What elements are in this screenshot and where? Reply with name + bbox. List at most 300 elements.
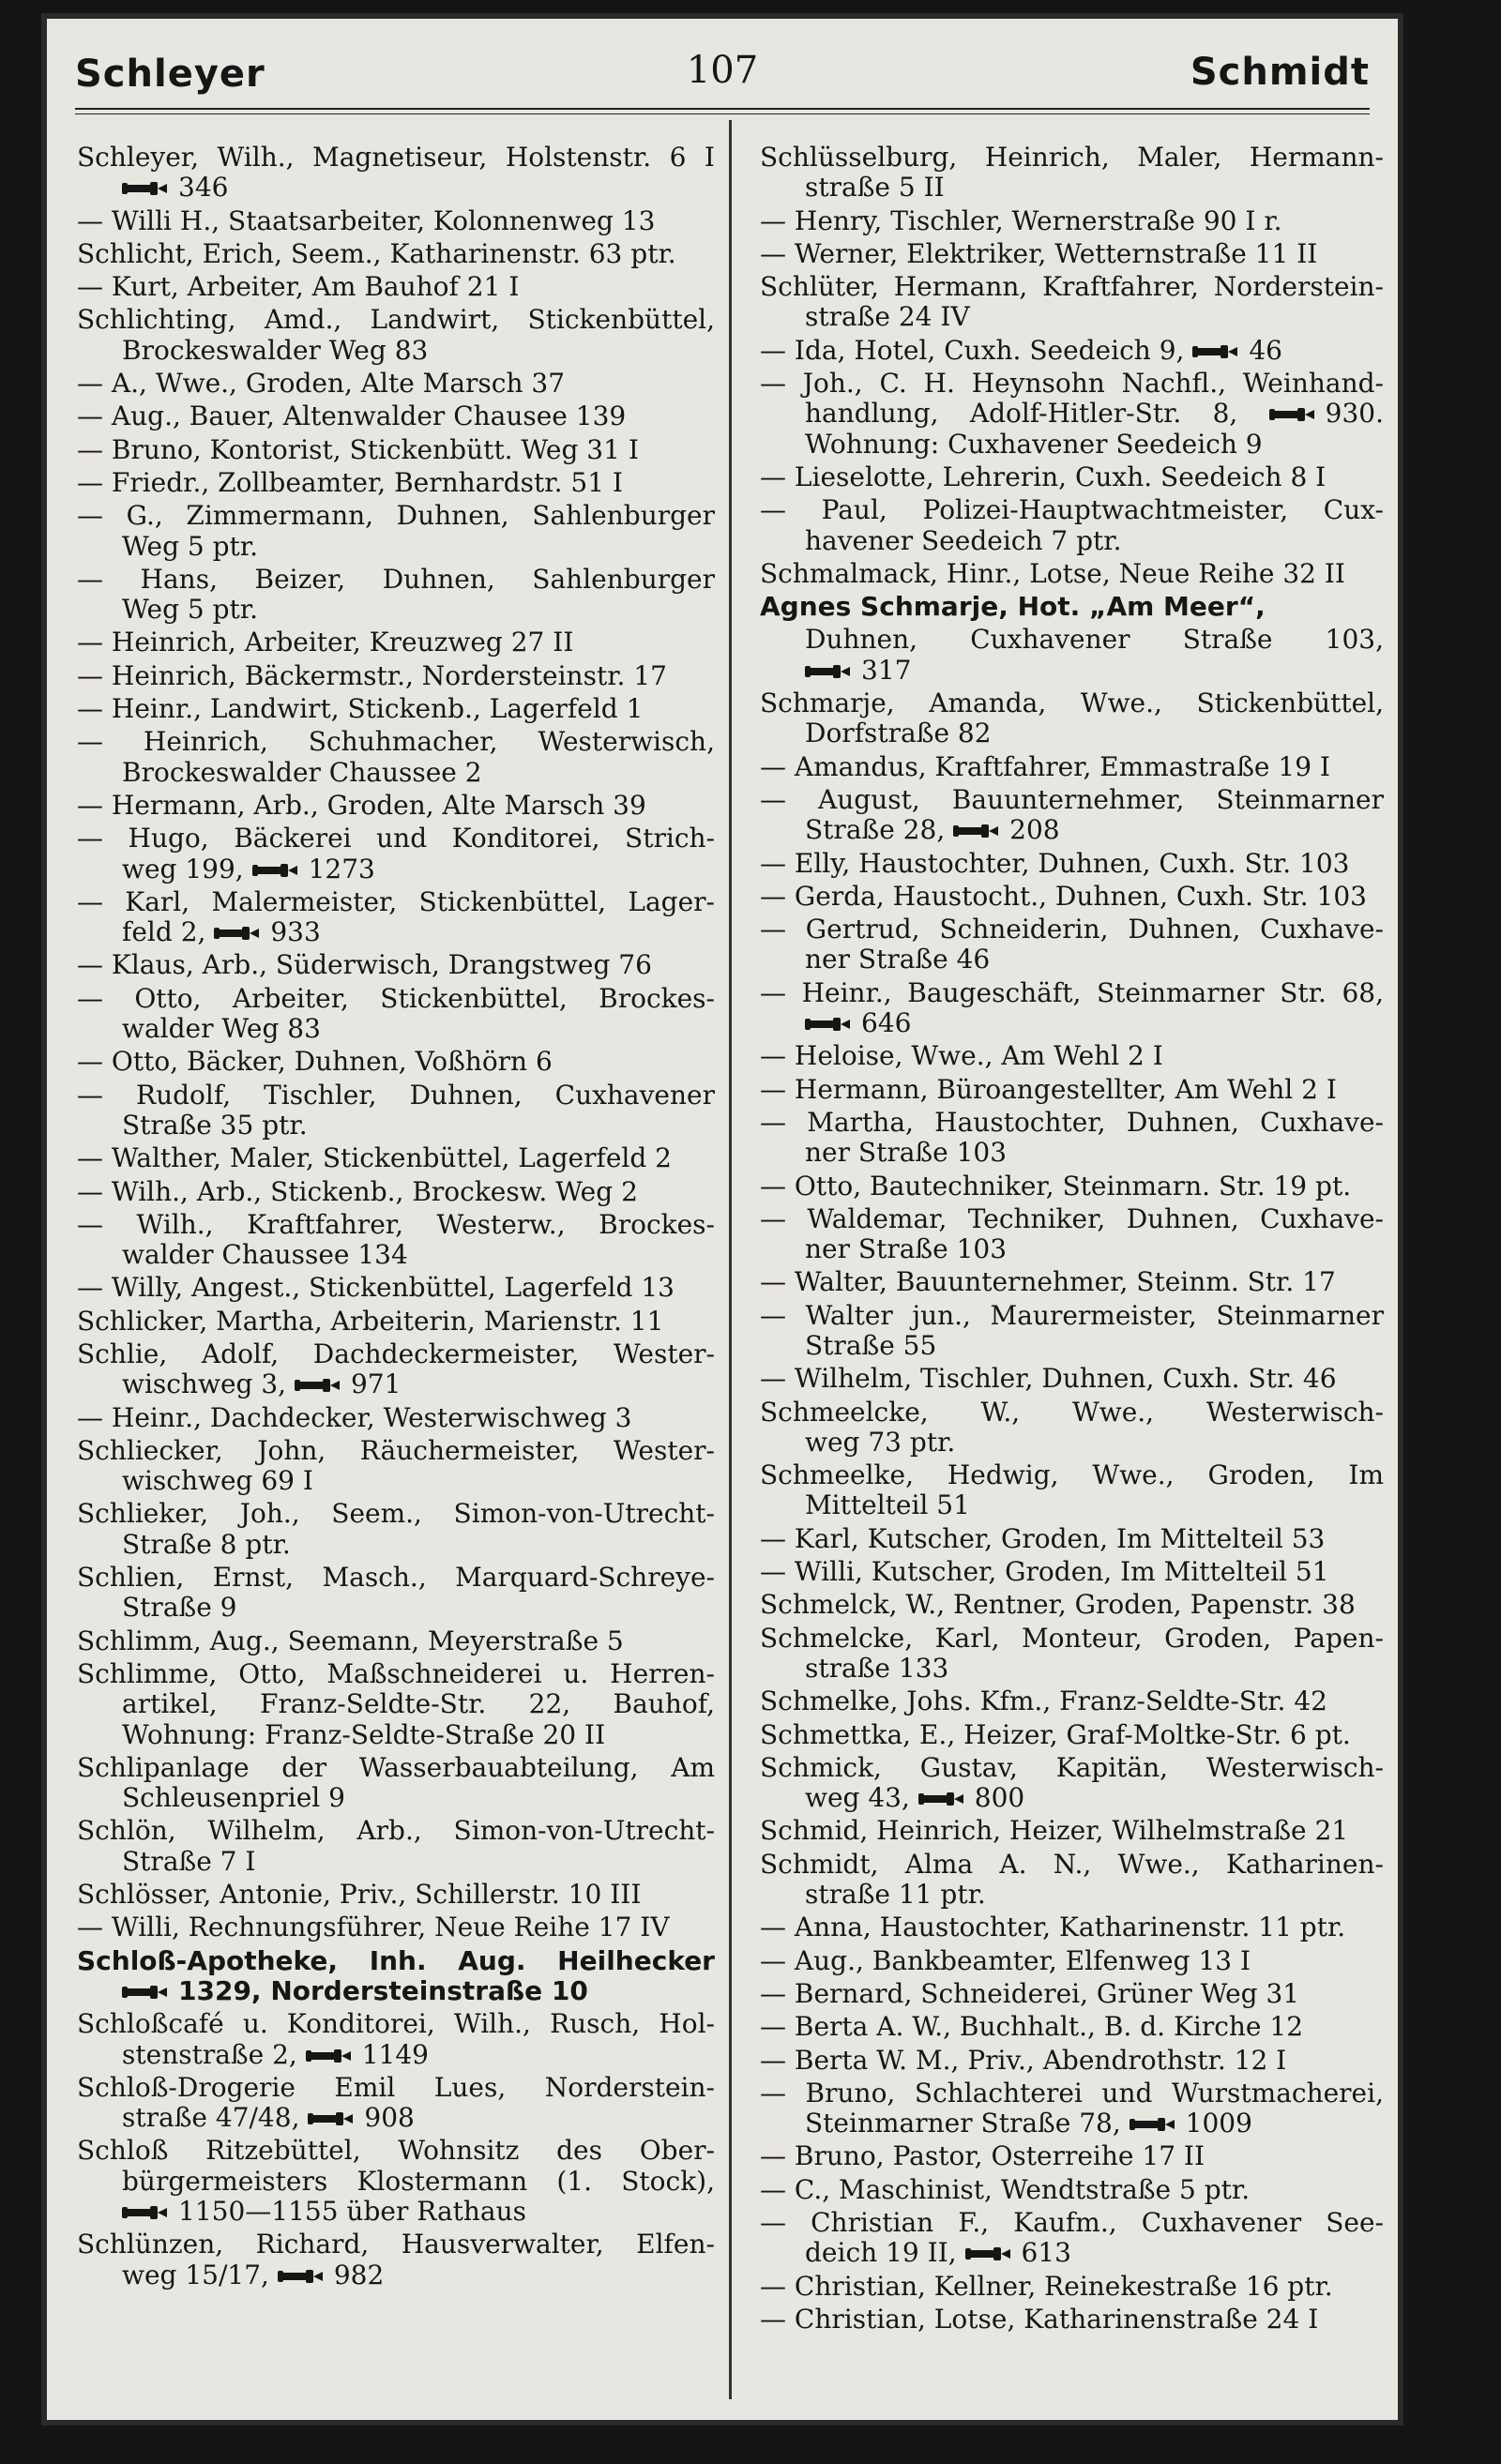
entry-line <box>760 2046 1384 2076</box>
entry-line <box>77 758 715 788</box>
directory-entry <box>77 501 715 562</box>
entry-line <box>760 2238 1384 2268</box>
telephone-icon <box>965 2245 1012 2263</box>
directory-entry <box>77 565 715 626</box>
entry-line <box>77 1111 715 1141</box>
phone-number: 930. <box>1325 398 1384 430</box>
phone-number: 1009 <box>1185 2108 1252 2139</box>
entry-line <box>760 1490 1384 1520</box>
entry-line <box>760 495 1384 525</box>
directory-entry <box>760 206 1384 236</box>
entry-line <box>77 1210 715 1240</box>
telephone-icon <box>252 861 299 880</box>
entry-text: — Otto, Bäcker, Duhnen, Voßhörn 6 <box>77 1046 553 1078</box>
entry-line <box>77 1816 715 1846</box>
entry-text: deich 19 II, <box>805 2237 965 2269</box>
entry-text: — Bernard, Schneiderei, Grüner Weg 31 <box>760 1977 1300 2009</box>
entry-text: — Joh., C. H. Heynsohn Nachfl., Weinhand- <box>760 368 1384 400</box>
entry-text: — Heinr., Landwirt, Stickenb., Lagerfeld 1 <box>77 693 644 725</box>
left-column <box>77 143 715 2293</box>
directory-entry <box>77 1081 715 1141</box>
entry-text: Schlünzen, Richard, Hausverwalter, Elfen- <box>77 2229 715 2260</box>
entry-line <box>760 785 1384 815</box>
header-rule-thin <box>75 113 1370 114</box>
page-header <box>75 45 1370 103</box>
entry-text: feld 2, <box>122 916 215 948</box>
entry-text: — Aug., Bankbeamter, Elfenweg 13 I <box>760 1944 1251 1976</box>
entry-line <box>77 1436 715 1466</box>
directory-entry <box>77 272 715 302</box>
entry-text: weg 43, <box>805 1782 918 1814</box>
entry-text: — Paul, Polizei-Hauptwachtmeister, Cux- <box>760 494 1384 526</box>
directory-entry <box>760 462 1384 492</box>
directory-entry <box>760 1267 1384 1297</box>
entry-text: Agnes Schmarje, Hot. „Am Meer“, <box>760 591 1266 623</box>
entry-text: — Heinr., Baugeschäft, Steinmarner Str. 68, <box>760 976 1384 1008</box>
entry-line <box>77 1081 715 1111</box>
directory-entry <box>77 1143 715 1173</box>
directory-entry <box>760 1912 1384 1942</box>
directory-entry <box>77 1563 715 1624</box>
directory-entry <box>760 849 1384 879</box>
entry-text: Straße 55 <box>805 1329 937 1361</box>
directory-entry <box>77 661 715 691</box>
entry-text: Weg 5 ptr. <box>122 594 258 626</box>
directory-entry <box>760 272 1384 333</box>
directory-entry <box>760 1460 1384 1521</box>
phone-number: 982 <box>333 2259 385 2290</box>
entry-text: Schleusenpriel 9 <box>122 1782 345 1814</box>
entry-line <box>77 1593 715 1623</box>
entry-text: straße 133 <box>805 1652 949 1684</box>
entry-line <box>760 915 1384 945</box>
entry-line <box>77 1047 715 1077</box>
entry-line <box>760 462 1384 492</box>
directory-entry <box>760 1686 1384 1716</box>
entry-text: — Lieselotte, Lehrerin, Cuxh. Seedeich 8 I <box>760 461 1327 492</box>
entry-text: Schloß-Drogerie Emil Lues, Norderstein- <box>77 2071 715 2103</box>
entry-text: Schmelke, Johs. Kfm., Franz-Seldte-Str. 42 <box>760 1685 1327 1717</box>
directory-entry <box>77 435 715 465</box>
entry-line <box>77 143 715 173</box>
entry-line <box>77 1177 715 1207</box>
entry-line <box>77 2040 715 2070</box>
directory-entry <box>760 1850 1384 1911</box>
entry-line <box>77 2009 715 2039</box>
telephone-icon <box>214 924 261 943</box>
directory-entry <box>760 2141 1384 2171</box>
entry-text: Schmid, Heinrich, Heizer, Wilhelmstraße 21 <box>760 1815 1349 1847</box>
entry-line <box>77 1530 715 1560</box>
entry-text: Weg 5 ptr. <box>122 530 258 562</box>
entry-line <box>77 2103 715 2133</box>
entry-line <box>77 791 715 821</box>
entry-line <box>77 661 715 691</box>
entry-line <box>77 1339 715 1369</box>
entry-line <box>760 206 1384 236</box>
entry-line <box>77 1626 715 1656</box>
directory-entry <box>760 752 1384 782</box>
directory-entry <box>760 1041 1384 1071</box>
telephone-icon <box>122 179 169 198</box>
directory-entry <box>760 978 1384 1039</box>
entry-line <box>760 625 1384 655</box>
directory-entry <box>77 2009 715 2070</box>
entry-line <box>760 1686 1384 1716</box>
entry-line <box>760 978 1384 1008</box>
entry-text: — Walter, Bauunternehmer, Steinm. Str. 17 <box>760 1266 1336 1298</box>
entry-text: — Berta A. W., Buchhalt., B. d. Kirche 12 <box>760 2011 1304 2043</box>
directory-entry <box>760 1979 1384 2009</box>
entry-line <box>77 305 715 335</box>
entry-line <box>760 688 1384 718</box>
entry-text: — Willi, Kutscher, Groden, Im Mittelteil 51 <box>760 1556 1329 1588</box>
entry-text: artikel, Franz-Seldte-Str. 22, Bauhof, <box>122 1688 715 1720</box>
entry-text: Schmelck, W., Rentner, Groden, Papenstr. 38 <box>760 1589 1356 1621</box>
directory-entry <box>77 1047 715 1077</box>
entry-text: — Aug., Bauer, Altenwalder Chausee 139 <box>77 401 627 432</box>
entry-line <box>77 1946 715 1976</box>
directory-entry <box>77 1659 715 1750</box>
entry-text: — Bruno, Kontorist, Stickenbütt. Weg 31 I <box>77 433 639 465</box>
entry-line <box>77 1783 715 1813</box>
entry-text: ner Straße 46 <box>805 944 991 975</box>
entry-line <box>77 1499 715 1529</box>
entry-text: — Elly, Haustochter, Duhnen, Cuxh. Str. 103 <box>760 847 1350 879</box>
directory-entry <box>760 559 1384 589</box>
directory-entry <box>760 495 1384 556</box>
entry-text: walder Chaussee 134 <box>122 1239 408 1271</box>
entry-text: Schmalmack, Hinr., Lotse, Neue Reihe 32 II <box>760 557 1345 589</box>
entry-text: Schmarje, Amanda, Wwe., Stickenbüttel, <box>760 688 1384 719</box>
entry-text: — Otto, Arbeiter, Stickenbüttel, Brockes- <box>77 982 715 1014</box>
entry-text: Straße 9 <box>122 1592 237 1624</box>
directory-entry <box>77 1210 715 1271</box>
directory-entry <box>760 1624 1384 1685</box>
directory-entry <box>77 1626 715 1656</box>
entry-line <box>760 945 1384 975</box>
entry-text: — Wilhelm, Tischler, Duhnen, Cuxh. Str. 46 <box>760 1363 1337 1395</box>
phone-number: 317 <box>861 654 912 686</box>
entry-text: bürgermeisters Klostermann (1. Stock), <box>122 2165 715 2197</box>
entry-line <box>77 2167 715 2197</box>
entry-text: — Hermann, Büroangestellter, Am Wehl 2 I <box>760 1073 1337 1105</box>
entry-line <box>760 1008 1384 1038</box>
entry-text: Schlien, Ernst, Masch., Marquard-Schreye- <box>77 1562 715 1594</box>
phone-number: 800 <box>974 1782 1025 1814</box>
entry-text: Schliecker, John, Räuchermeister, Wester- <box>77 1434 715 1466</box>
entry-text: — Berta W. M., Priv., Abendrothstr. 12 I <box>760 2044 1287 2076</box>
entry-text: ner Straße 103 <box>805 1233 1008 1265</box>
entry-line <box>760 1075 1384 1105</box>
directory-entry <box>77 950 715 980</box>
entry-text: — Ida, Hotel, Cuxh. Seedeich 9, <box>760 334 1193 366</box>
entry-text: — Bruno, Schlachterei und Wurstmacherei, <box>760 2077 1384 2109</box>
entry-line <box>77 565 715 595</box>
directory-entry <box>77 305 715 366</box>
entry-line <box>760 2305 1384 2335</box>
entry-line <box>760 2208 1384 2238</box>
entry-line <box>760 1364 1384 1394</box>
entry-text: Dorfstraße 82 <box>805 718 992 749</box>
entry-text: — Klaus, Arb., Süderwisch, Drangstweg 76 <box>77 949 652 981</box>
entry-line <box>760 1041 1384 1071</box>
entry-line <box>760 1398 1384 1428</box>
directory-entry <box>77 727 715 788</box>
telephone-icon <box>278 2267 325 2286</box>
entry-text: Schmelcke, Karl, Monteur, Groden, Papen- <box>760 1622 1384 1654</box>
entry-text: Straße 35 ptr. <box>122 1109 308 1141</box>
directory-entry <box>760 336 1384 366</box>
page-number: 107 <box>686 49 759 92</box>
directory-entry <box>77 2073 715 2134</box>
directory-entry <box>77 369 715 399</box>
entry-line <box>760 1428 1384 1458</box>
directory-entry <box>760 1753 1384 1814</box>
entry-line <box>760 1946 1384 1976</box>
entry-text: — August, Bauunternehmer, Steinmarner <box>760 783 1384 815</box>
entry-line <box>760 1301 1384 1331</box>
right-column <box>760 143 1384 2337</box>
directory-entry <box>760 1590 1384 1620</box>
entry-line <box>77 468 715 498</box>
entry-text: — Kurt, Arbeiter, Am Bauhof 21 I <box>77 271 520 303</box>
entry-line <box>77 369 715 399</box>
telephone-icon <box>918 1790 965 1808</box>
directory-entry <box>760 625 1384 686</box>
phone-number: 1329, <box>178 1974 262 2006</box>
directory-entry <box>760 882 1384 912</box>
directory-entry <box>77 1912 715 1942</box>
entry-line <box>760 2175 1384 2205</box>
entry-line <box>760 430 1384 460</box>
entry-text: Schlüter, Hermann, Kraftfahrer, Norderstein- <box>760 271 1384 303</box>
entry-line <box>77 1880 715 1910</box>
directory-page <box>47 19 1398 2420</box>
directory-entry <box>760 1108 1384 1169</box>
phone-number: 971 <box>350 1368 402 1400</box>
directory-entry <box>760 688 1384 749</box>
entry-line <box>760 1267 1384 1297</box>
directory-entry <box>760 2272 1384 2302</box>
entry-line <box>760 2109 1384 2139</box>
directory-entry <box>77 239 715 269</box>
entry-text: Schmick, Gustav, Kapitän, Westerwisch- <box>760 1751 1384 1783</box>
entry-line <box>760 369 1384 399</box>
telephone-icon <box>295 1376 341 1395</box>
entry-line <box>77 1976 715 2006</box>
entry-line <box>760 173 1384 203</box>
entry-line <box>77 950 715 980</box>
entry-line <box>77 2136 715 2166</box>
directory-entry <box>77 2136 715 2227</box>
phone-number: 613 <box>1021 2237 1071 2269</box>
entry-line <box>760 882 1384 912</box>
entry-line <box>760 592 1384 622</box>
directory-entry <box>77 791 715 821</box>
entry-line <box>760 752 1384 782</box>
entry-text: — Wilh., Kraftfahrer, Westerw., Brockes- <box>77 1208 715 1240</box>
directory-entry <box>760 369 1384 460</box>
entry-text: Duhnen, Cuxhavener Straße 103, <box>805 624 1384 656</box>
telephone-icon <box>805 662 852 681</box>
directory-entry <box>760 239 1384 269</box>
entry-text: — Hugo, Bäckerei und Konditorei, Strich- <box>77 823 715 854</box>
entry-line <box>760 1524 1384 1554</box>
entry-line <box>77 984 715 1014</box>
entry-line <box>760 559 1384 589</box>
entry-line <box>760 1654 1384 1684</box>
entry-text: — Martha, Haustochter, Duhnen, Cuxhave- <box>760 1106 1384 1138</box>
entry-text: — G., Zimmermann, Duhnen, Sahlenburger <box>77 500 715 532</box>
entry-text: — Heinr., Dachdecker, Westerwischweg 3 <box>77 1401 632 1433</box>
directory-entry <box>760 1364 1384 1394</box>
entry-line <box>77 532 715 562</box>
entry-text: — Heinrich, Bäckermstr., Nordersteinstr. 17 <box>77 659 667 691</box>
directory-entry <box>760 1946 1384 1976</box>
entry-text: — Heinrich, Arbeiter, Kreuzweg 27 II <box>77 627 574 658</box>
entry-line <box>760 1460 1384 1490</box>
directory-entry <box>77 1177 715 1207</box>
entry-line <box>77 694 715 724</box>
entry-line <box>77 1403 715 1433</box>
telephone-icon <box>1130 2115 1176 2134</box>
telephone-icon <box>805 1015 852 1034</box>
directory-entry <box>760 143 1384 204</box>
directory-entry <box>77 1307 715 1337</box>
entry-text: Straße 28, <box>805 814 954 846</box>
directory-entry <box>77 984 715 1045</box>
entry-text: — Karl, Kutscher, Groden, Im Mittelteil 53 <box>760 1522 1326 1554</box>
entry-text: — Willi, Rechnungsführer, Neue Reihe 17 IV <box>77 1912 670 1943</box>
entry-text: havener Seedeich 7 ptr. <box>805 524 1122 556</box>
entry-text: Schlimm, Aug., Seemann, Meyerstraße 5 <box>77 1625 624 1656</box>
entry-line <box>760 1912 1384 1942</box>
entry-line <box>77 1847 715 1877</box>
entry-line <box>760 1234 1384 1264</box>
directory-entry <box>760 1204 1384 1265</box>
entry-text: wischweg 69 I <box>122 1465 313 1497</box>
directory-entry <box>77 627 715 658</box>
directory-entry <box>760 2208 1384 2269</box>
entry-line <box>760 2079 1384 2109</box>
entry-text: — Heinrich, Schuhmacher, Westerwisch, <box>77 726 715 758</box>
directory-entry <box>760 2305 1384 2335</box>
telephone-icon <box>953 822 1000 840</box>
directory-entry <box>760 1816 1384 1846</box>
entry-line <box>77 501 715 531</box>
entry-text: Schlön, Wilhelm, Arb., Simon-von-Utrecht- <box>77 1815 715 1847</box>
directory-entry <box>77 1816 715 1877</box>
phone-number: 346 <box>178 172 229 204</box>
entry-line <box>760 1138 1384 1168</box>
entry-text: walder Weg 83 <box>122 1013 321 1045</box>
entry-text: weg 199, <box>122 853 252 884</box>
telephone-icon <box>122 1983 169 2002</box>
entry-line <box>760 336 1384 366</box>
entry-line <box>77 401 715 431</box>
directory-entry <box>77 1946 715 2007</box>
entry-text: Schlimme, Otto, Maßschneiderei u. Herren- <box>77 1657 715 1689</box>
entry-text: — Anna, Haustochter, Katharinenstr. 11 ptr. <box>760 1912 1346 1943</box>
directory-entry <box>760 1172 1384 1202</box>
entry-line <box>77 2073 715 2103</box>
entry-line <box>760 399 1384 429</box>
directory-entry <box>77 2230 715 2290</box>
entry-line <box>77 1912 715 1942</box>
column-divider <box>729 120 732 2399</box>
entry-line <box>760 815 1384 845</box>
entry-line <box>760 849 1384 879</box>
entry-text: Schlipanlage der Wasserbauabteilung, Am <box>77 1751 715 1783</box>
entry-line <box>77 2197 715 2227</box>
entry-text: Mittelteil 51 <box>805 1489 970 1521</box>
entry-text: Schloß Ritzebüttel, Wohnsitz des Ober- <box>77 2135 715 2167</box>
entry-line <box>760 2272 1384 2302</box>
directory-entry <box>760 2175 1384 2205</box>
entry-text: — C., Maschinist, Wendtstraße 5 ptr. <box>760 2173 1251 2205</box>
entry-line <box>760 1172 1384 1202</box>
entry-text: — Amandus, Kraftfahrer, Emmastraße 19 I <box>760 750 1330 782</box>
entry-text: — Waldemar, Techniker, Duhnen, Cuxhave- <box>760 1202 1384 1234</box>
entry-text: weg 15/17, <box>122 2259 278 2290</box>
phone-number: 208 <box>1009 814 1060 846</box>
entry-text: Schlieker, Joh., Seem., Simon-von-Utrecht- <box>77 1498 715 1530</box>
directory-entry <box>760 785 1384 846</box>
entry-line <box>760 272 1384 302</box>
entry-line <box>77 887 715 917</box>
directory-entry <box>77 1880 715 1910</box>
directory-entry <box>77 1273 715 1303</box>
entry-text: Steinmarner Straße 78, <box>805 2108 1130 2139</box>
entry-line <box>760 718 1384 748</box>
entry-line <box>77 1307 715 1337</box>
directory-entry <box>760 592 1384 622</box>
entry-text: Schmettka, E., Heizer, Graf-Moltke-Str. 6 pt. <box>760 1718 1351 1750</box>
phone-number: 1150—1155 über Rathaus <box>178 2196 527 2227</box>
entry-text: — Henry, Tischler, Wernerstraße 90 I r. <box>760 204 1282 236</box>
entry-text: — Wilh., Arb., Stickenb., Brockesw. Weg 2 <box>77 1175 638 1207</box>
entry-text: — Hans, Beizer, Duhnen, Sahlenburger <box>77 563 715 595</box>
entry-line <box>77 435 715 465</box>
entry-text: Brockeswalder Weg 83 <box>122 334 429 366</box>
entry-text: — Willy, Angest., Stickenbüttel, Lagerfeld 13 <box>77 1272 675 1304</box>
entry-line <box>77 2260 715 2290</box>
entry-line <box>77 239 715 269</box>
phone-number: 908 <box>364 2102 415 2134</box>
entry-text: weg 73 ptr. <box>805 1426 956 1458</box>
entry-text: Schlicker, Martha, Arbeiterin, Marienstr. 11 <box>77 1305 664 1337</box>
entry-text: stenstraße 2, <box>122 2038 306 2070</box>
entry-text: Schloß-Apotheke, Inh. Aug. Heilhecker <box>77 1944 715 1976</box>
directory-entry <box>77 887 715 948</box>
directory-entry <box>760 2079 1384 2139</box>
entry-line <box>760 1204 1384 1234</box>
directory-entry <box>77 694 715 724</box>
directory-entry <box>77 1436 715 1497</box>
entry-line <box>760 239 1384 269</box>
telephone-icon <box>1192 342 1239 361</box>
entry-line <box>77 173 715 203</box>
telephone-icon <box>308 2109 355 2128</box>
entry-line <box>77 1720 715 1750</box>
phone-number: 1149 <box>361 2038 429 2070</box>
directory-entry <box>760 1720 1384 1750</box>
entry-text: straße 5 II <box>805 172 945 204</box>
entry-line <box>760 1850 1384 1880</box>
directory-entry <box>760 2012 1384 2042</box>
directory-entry <box>760 1524 1384 1554</box>
